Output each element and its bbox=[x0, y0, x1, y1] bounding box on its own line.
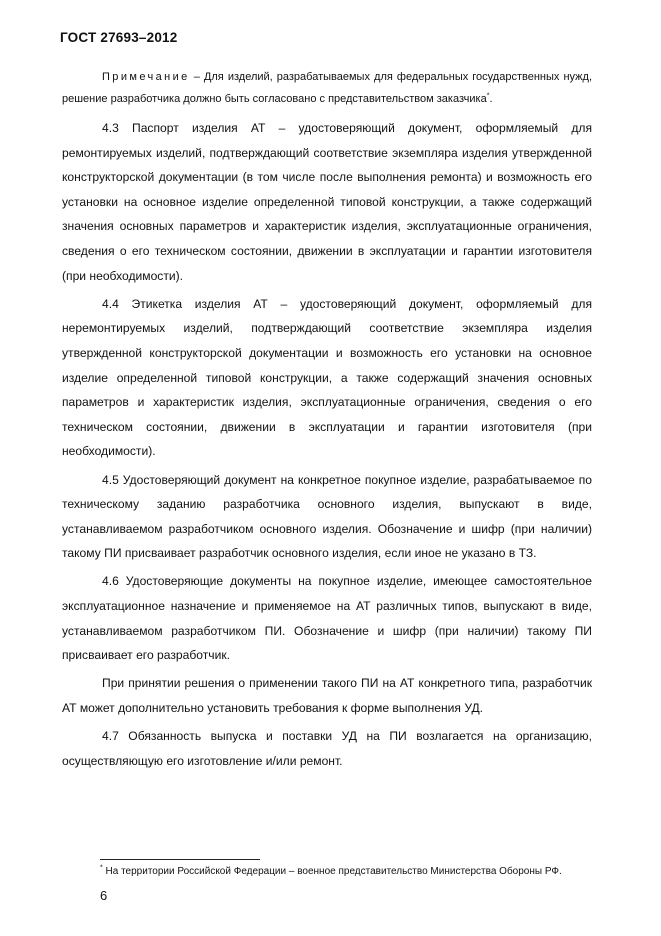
note-text: – Для изделий, разрабатываемых для федеральных государственных нужд, решение разработчика должно быть согласовано с представительством заказчика bbox=[62, 71, 592, 105]
note-block bbox=[62, 66, 592, 110]
footnote-separator bbox=[100, 859, 260, 860]
footnote-reference[interactable]: * bbox=[486, 92, 490, 100]
paragraph-4-4: 4.4 Этикетка изделия АТ – удостоверяющий документ, оформляемый для неремонтируемых изделий, подтверждающий соответствие экземпляра изделия утвержденной конструкторской документации и возможность его установки на основное изделие определенной типовой конструкции, а также содержащий значения основных параметров и характеристик изделия, эксплуатационные ограничения, сведения о его техническом состоянии, движении в эксплуатации и гарантии изготовителя (при необходимости). bbox=[62, 296, 592, 459]
note-end: . bbox=[489, 93, 493, 105]
body-text bbox=[62, 116, 592, 777]
footnote-mark: * bbox=[100, 864, 103, 872]
document-code-header: ГОСТ 27693–2012 bbox=[60, 30, 178, 45]
paragraph-4-6-continued: При принятии решения о применении такого ПИ на АТ конкретного типа, разработчик АТ может дополнительно установить требования к форме выполнения УД. bbox=[62, 676, 592, 716]
footnote-text: На территории Российской Федерации – военное представительство Министерства Обороны РФ. bbox=[102, 866, 562, 877]
paragraph-4-6: 4.6 Удостоверяющие документы на покупное изделие, имеющее самостоятельное эксплуатационное назначение и применяемое на АТ различных типов, выпускают в виде, устанавливаемом разработчиком ПИ. Обозначение и шифр (при наличии) такому ПИ присваивает его разработчик. bbox=[62, 574, 592, 663]
paragraph-4-5: 4.5 Удостоверяющий документ на конкретное покупное изделие, разрабатываемое по техническому заданию разработчика основного изделия, выпускают в виде, устанавливаемом разработчиком основного изделия. Обозначение и шифр (при наличии) такому ПИ присваивает разработчик основного изделия, если иное не указано в ТЗ. bbox=[62, 472, 592, 561]
page-number: 6 bbox=[100, 888, 108, 903]
paragraph-4-3: 4.3 Паспорт изделия АТ – удостоверяющий документ, оформляемый для ремонтируемых изделий, подтверждающий соответствие экземпляра изделия утвержденной конструкторской документации (в том числе после выполнения ремонта) и возможность его установки на основное изделие определенной типовой конструкции, а также содержащий значения основных параметров и характеристик изделия, эксплуатационные ограничения, сведения о его техническом состоянии, движении в эксплуатации и гарантии изготовителя (при необходимости). bbox=[62, 121, 592, 283]
note-paragraph bbox=[62, 66, 592, 110]
footnote bbox=[100, 864, 600, 880]
note-label: Примечание bbox=[102, 71, 190, 83]
paragraph-4-7: 4.7 Обязанность выпуска и поставки УД на ПИ возлагается на организацию, осуществляющую его изготовление и/или ремонт. bbox=[62, 729, 592, 768]
